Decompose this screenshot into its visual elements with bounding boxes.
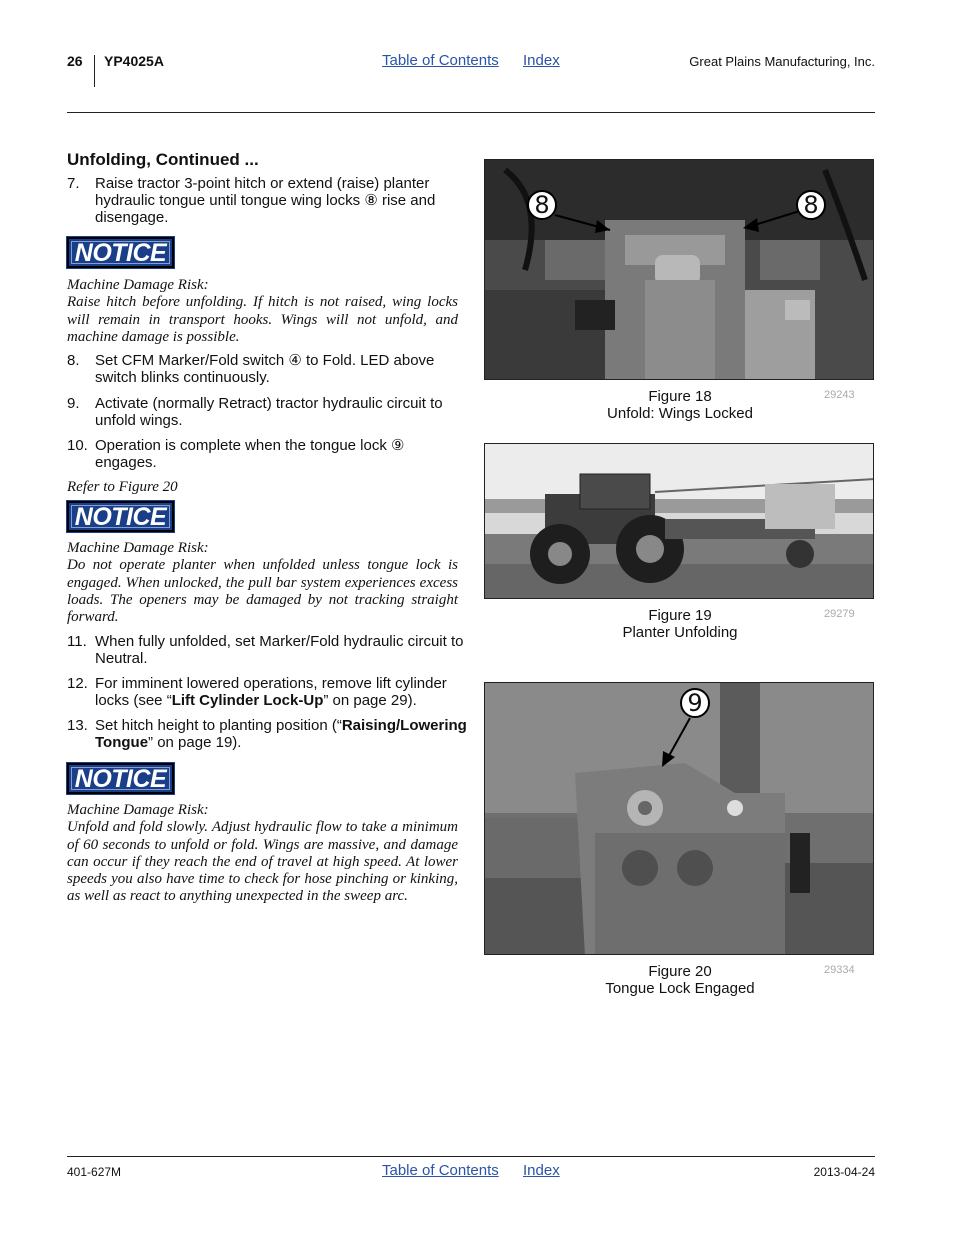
notice-2: [67, 540, 458, 626]
step-10: 10. Operation is complete when the tongue lock ⑨ engages.: [67, 437, 405, 471]
planter-unfolding-illustration: [485, 444, 874, 599]
notice-3-heading: Machine Damage Risk:: [67, 802, 209, 818]
footer-rule: [67, 1156, 875, 1157]
lift-cylinder-ref: Lift Cylinder Lock-Up: [171, 692, 324, 709]
step-7: 7. Raise tractor 3-point hitch or extend (raise) planter hydraulic tongue until tongue wing locks ⑧ rise and disengage.: [67, 175, 436, 226]
step-13: 13. Set hitch height to planting position (“Raising/Lowering Tongue” on page 19).: [67, 717, 467, 751]
notice-1-heading: Machine Damage Risk:: [67, 277, 209, 293]
step-8: 8. Set CFM Marker/Fold switch ④ to Fold. LED above switch blinks continuously.: [67, 352, 435, 386]
figure-20-label: Figure 20: [648, 963, 712, 980]
notice-1: [67, 277, 458, 346]
notice-badge-3: NOTICE: [67, 763, 174, 794]
figure-19-id: 29279: [824, 608, 855, 620]
callout-9: 9: [680, 688, 710, 718]
figure-19-photo: [484, 443, 874, 599]
footer-index-link[interactable]: Index: [523, 1162, 560, 1179]
model-number: YP4025A: [104, 53, 164, 69]
notice-3-text: Unfold and fold slowly. Adjust hydraulic flow to take a minimum of 60 seconds to unfold or fold. Wings are massive, and damage can occur if they reach the end of travel at high speed. At lower speeds you also have time to check for hose pinching or kinking, as well as react to anything unexpected in the sweep arc.: [67, 819, 458, 905]
figure-18-id: 29243: [824, 389, 855, 401]
footer-date: 2013-04-24: [813, 1165, 875, 1179]
refer-to-figure: Refer to Figure 20: [67, 479, 178, 495]
raising-tongue-ref: Raising/Lowering Tongue: [95, 717, 467, 751]
header-toc-link[interactable]: Table of Contents: [382, 52, 499, 69]
callout-8-left: 8: [527, 190, 557, 220]
figure-18-label: Figure 18: [648, 388, 712, 405]
page-number: 26: [67, 53, 83, 69]
figure-19-label: Figure 19: [648, 607, 712, 624]
notice-1-text: Raise hitch before unfolding. If hitch is not raised, wing locks will remain in transport hooks. Wings will not unfold, and machine damage is possible.: [67, 294, 458, 345]
figure-20-photo: [484, 682, 874, 955]
figure-20-id: 29334: [824, 964, 855, 976]
notice-3: [67, 802, 458, 906]
step-12: 12. For imminent lowered operations, remove lift cylinder locks (see “Lift Cylinder Lock-Up” on page 29).: [67, 675, 447, 709]
header-divider: [94, 55, 95, 87]
notice-badge-2: NOTICE: [67, 501, 174, 532]
doc-number: 401-627M: [67, 1165, 122, 1179]
company-name: Great Plains Manufacturing, Inc.: [689, 54, 875, 69]
tongue-lock-illustration: [485, 683, 874, 955]
header-index-link[interactable]: Index: [523, 52, 560, 69]
notice-badge-1: NOTICE: [67, 237, 174, 268]
notice-2-text: Do not operate planter when unfolded unless tongue lock is engaged. When unlocked, the pull bar system experiences excess loads. The openers may be damaged by not tracking straight forward.: [67, 557, 458, 626]
section-title: Unfolding, Continued ...: [67, 150, 259, 169]
notice-2-heading: Machine Damage Risk:: [67, 540, 209, 556]
figure-20-caption: Tongue Lock Engaged: [605, 980, 755, 997]
figure-18-caption: Unfold: Wings Locked: [607, 405, 753, 422]
figure-19-caption: Planter Unfolding: [622, 624, 738, 641]
header-rule: [67, 112, 875, 113]
step-9: 9. Activate (normally Retract) tractor hydraulic circuit to unfold wings.: [67, 395, 443, 429]
callout-8-right: 8: [796, 190, 826, 220]
step-11: 11. When fully unfolded, set Marker/Fold hydraulic circuit to Neutral.: [67, 633, 464, 667]
footer-toc-link[interactable]: Table of Contents: [382, 1162, 499, 1179]
